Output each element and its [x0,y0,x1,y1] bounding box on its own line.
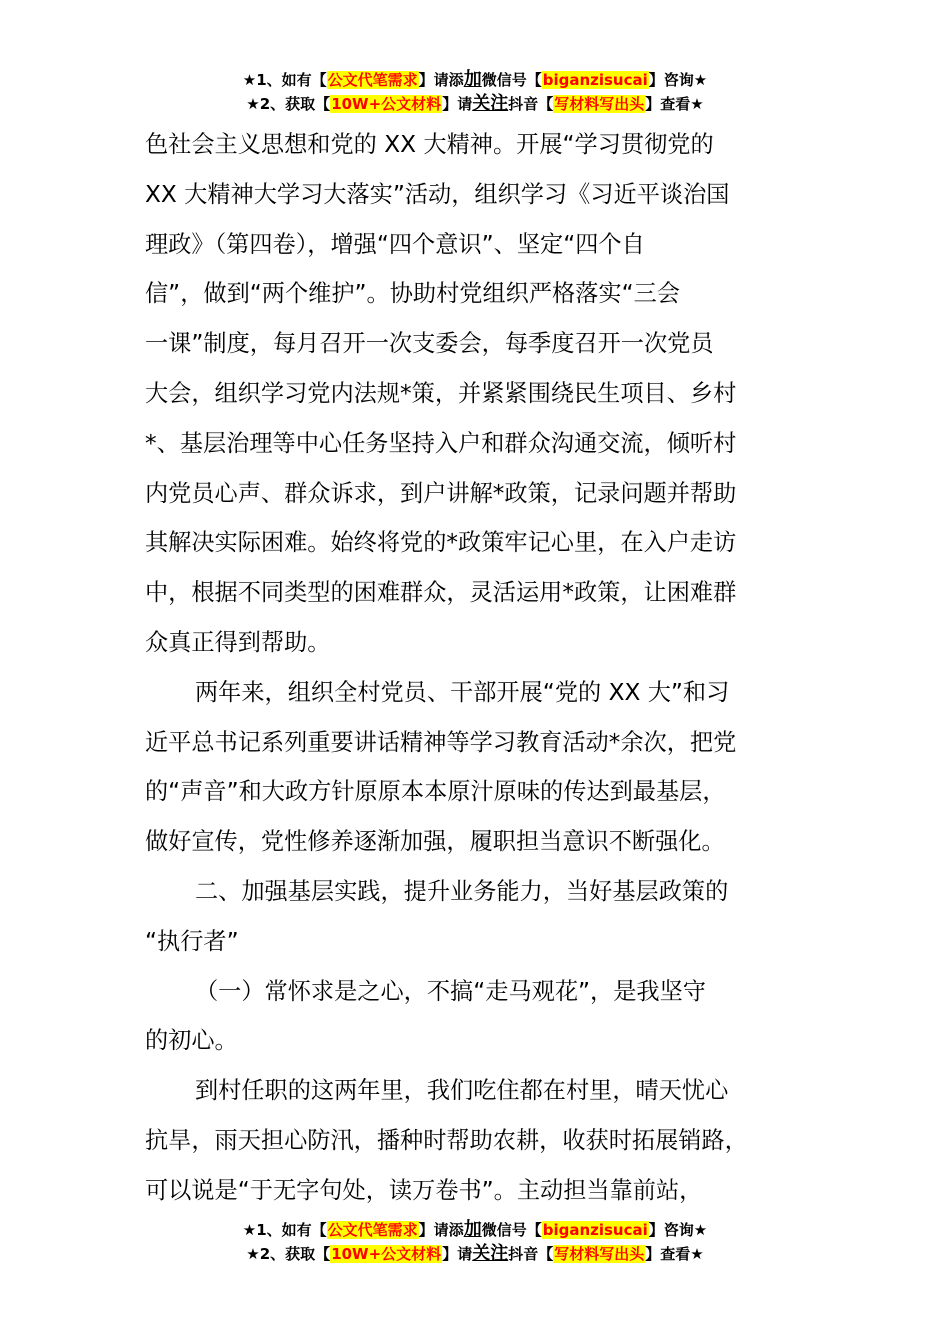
document-body [145,120,805,1216]
subsection-heading: 的初心。 [145,1027,238,1055]
highlight-wechat-id: biganzisucai [542,1221,648,1239]
highlight-douyin: 写材料写出头 [554,95,645,113]
body-line: 可以说是“于无字句处，读万卷书”。主动担当靠前站， [145,1176,703,1204]
highlight-materials: 10W+公文材料 [331,95,442,113]
body-line: 做好宣传，党性修养逐渐加强，履职担当意识不断强化。 [145,828,725,856]
subsection-heading: （一）常怀求是之心，不搞“走马观花”，是我坚守 [195,977,706,1005]
body-line: 抗旱，雨天担心防汛，播种时帮助农耕，收获时拓展销路， [145,1126,748,1154]
body-line: 近平总书记系列重要讲话精神等学习教育活动*余次，把党 [145,728,737,756]
header-banner-line-2: ★2、获取【10W+公文材料】请关注抖音【写材料写出头】查看★ [246,93,704,114]
body-line: 内党员心声、群众诉求，到户讲解*政策，记录问题并帮助 [145,479,737,507]
body-line: 信”，做到“两个维护”。协助村党组织严格落实“三会 [145,280,680,308]
header-banner [0,68,950,116]
body-line: 两年来，组织全村党员、干部开展“党的 XX 大”和习 [195,678,730,706]
body-line: XX 大精神大学习大落实”活动，组织学习《习近平谈治国 [145,180,730,208]
section-heading: 二、加强基层实践，提升业务能力，当好基层政策的 [195,877,729,905]
footer-banner-line-1: ★1、如有【公文代笔需求】请添加微信号【biganzisucai】咨询★ [242,1219,708,1240]
highlight-service: 公文代笔需求 [327,1221,418,1239]
body-line: 色社会主义思想和党的 XX 大精神。开展“学习贯彻党的 [145,131,714,158]
footer-banner-line-2: ★2、获取【10W+公文材料】请关注抖音【写材料写出头】查看★ [246,1243,704,1264]
body-line: 到村任职的这两年里，我们吃住都在村里，晴天忧心 [195,1077,729,1105]
body-line: 理政》（第四卷），增强“四个意识”、坚定“四个自 [145,230,645,258]
body-line: *、基层治理等中心任务坚持入户和群众沟通交流，倾听村 [145,429,737,457]
highlight-service: 公文代笔需求 [327,71,418,89]
footer-banner [0,1218,950,1266]
body-line: 其解决实际困难。始终将党的*政策牢记心里，在入户走访 [145,529,737,557]
body-line: 的“声音”和大政方针原原本本原汁原味的传达到最基层， [145,778,726,806]
body-line: 一课”制度，每月召开一次支委会，每季度召开一次党员 [145,330,714,358]
body-line: 大会，组织学习党内法规*策，并紧紧围绕民生项目、乡村 [145,379,737,407]
highlight-materials: 10W+公文材料 [331,1245,442,1263]
body-line: 众真正得到帮助。 [145,628,331,656]
body-line: 中，根据不同类型的困难群众，灵活运用*政策，让困难群 [145,579,737,607]
section-heading: “执行者” [145,927,239,955]
highlight-douyin: 写材料写出头 [554,1245,645,1263]
highlight-wechat-id: biganzisucai [542,71,648,89]
header-banner-line-1: ★1、如有【公文代笔需求】请添加微信号【biganzisucai】咨询★ [242,69,708,90]
